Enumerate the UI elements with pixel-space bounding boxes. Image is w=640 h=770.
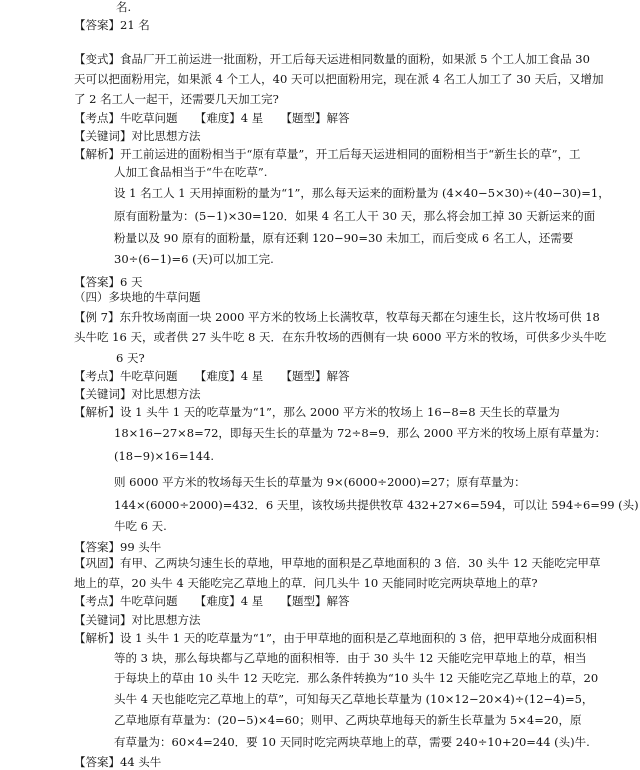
analysis-line: (18−9)×16=144. — [114, 449, 215, 464]
question-line: 6 天? — [116, 350, 145, 365]
answer-line: 【答案】99 头牛 — [74, 540, 162, 555]
analysis-line: 原有面粉量为：(5−1)×30=120．如果 4 名工人干 30 天，那么将会加工掉 30 天新运来的面 — [114, 209, 596, 224]
analysis-line: 乙草地原有草量为：(20−5)×4=60；则甲、乙两块草地每天的新生长草量为 5×4=20，原 — [114, 713, 582, 728]
analysis-line: 粉量以及 90 原有的面粉量，原有还剩 120−90=30 未加工，而后变成 6 名工人，还需要 — [114, 230, 574, 245]
section-title: （四）多块地的牛草问题 — [74, 290, 201, 304]
analysis-line: 【解析】开工前运进的面粉相当于“原有草量”，开工后每天运进相同的面粉相当于“新生长的草”，工 — [74, 146, 581, 161]
consolidate-problem — [74, 556, 612, 770]
question-line: 【变式】食品厂开工前运进一批面粉，开工后每天运进相同数量的面粉，如果派 5 个工人加工食品 30 — [74, 52, 590, 66]
continuation-text: 名. — [116, 0, 132, 14]
question-line: 了 2 名工人一起干，还需要几天加工完? — [74, 92, 279, 107]
keyword-line: 【关键词】对比思想方法 — [74, 386, 201, 401]
variant-problem — [74, 52, 612, 290]
question-line: 天可以把面粉用完，如果派 4 个工人，40 天可以把面粉用完，现在派 4 名工人加工了 30 天后，又增加 — [74, 72, 604, 87]
analysis-line: 30÷(6−1)=6 (天)可以加工完. — [114, 251, 274, 266]
question-line: 头牛吃 16 天，或者供 27 头牛吃 8 天．在东升牧场的西侧有一块 6000 平方米的牧场，可供多少头牛吃 — [74, 330, 607, 345]
analysis-line: 【解析】设 1 头牛 1 天的吃草量为“1”，那么 2000 平方米的牧场上 16−8=8 天生长的草量为 — [74, 405, 560, 420]
analysis-line: 等的 3 块，那么每块都与乙草地的面积相等．由于 30 头牛 12 天能吃完甲草地上的草，相当 — [114, 650, 587, 665]
meta-line: 【考点】牛吃草问题 【难度】4 星 【题型】解答 — [74, 594, 350, 609]
analysis-line: 牛吃 6 天. — [114, 518, 167, 533]
analysis-line: 设 1 名工人 1 天用掉面粉的量为“1”，那么每天运来的面粉量为 (4×40−5×30)÷(40−30)=1， — [114, 186, 610, 201]
analysis-line: 【解析】设 1 头牛 1 天的吃草量为“1”，由于甲草地的面积是乙草地面积的 3 倍，把甲草地分成面积相 — [74, 630, 597, 645]
analysis-line: 头牛 4 天也能吃完乙草地上的草”，可知每天乙草地长草量为 (10×12−20×4)÷(12−4)=5， — [114, 692, 594, 707]
answer-line: 【答案】6 天 — [74, 274, 143, 289]
analysis-line: 144×(6000÷2000)=432．6 天里，该牧场共提供牧草 432+27×6=594，可以让 594÷6=99 (头) — [114, 497, 639, 512]
previous-answer-block — [74, 0, 612, 33]
analysis-line: 人加工食品相当于“牛在吃草”. — [114, 165, 268, 180]
analysis-line: 18×16−27×8=72，即每天生长的草量为 72÷8=9．那么 2000 平方米的牧场上原有草量为： — [114, 426, 607, 441]
meta-line: 【考点】牛吃草问题 【难度】4 星 【题型】解答 — [74, 110, 350, 125]
answer-line: 【答案】44 头牛 — [74, 754, 162, 769]
section-multi-field — [74, 290, 639, 555]
analysis-line: 则 6000 平方米的牧场每天生长的草量为 9×(6000÷2000)=27；原有草量为： — [114, 474, 526, 489]
question-line: 【例 7】东升牧场南面一块 2000 平方米的牧场上长满牧草，牧草每天都在匀速生长，这片牧场可供 18 — [74, 310, 600, 325]
answer-line: 【答案】21 名 — [74, 18, 150, 33]
question-line: 【巩固】有甲、乙两块匀速生长的草地，甲草地的面积是乙草地面积的 3 倍．30 头牛 12 天能吃完甲草 — [74, 556, 601, 570]
analysis-line: 于每块上的草由 10 头牛 12 天吃完．那么条件转换为“10 头牛 12 天能吃完乙草地上的草，20 — [114, 671, 599, 686]
keyword-line: 【关键词】对比思想方法 — [74, 612, 201, 627]
analysis-line: 有草量为：60×4=240．要 10 天同时吃完两块草地上的草，需要 240÷10+20=44 (头)牛. — [114, 734, 590, 749]
question-line: 地上的草，20 头牛 4 天能吃完乙草地上的草．问几头牛 10 天能同时吃完两块草地上的草? — [74, 576, 538, 591]
meta-line: 【考点】牛吃草问题 【难度】4 星 【题型】解答 — [74, 368, 350, 383]
keyword-line: 【关键词】对比思想方法 — [74, 128, 201, 143]
